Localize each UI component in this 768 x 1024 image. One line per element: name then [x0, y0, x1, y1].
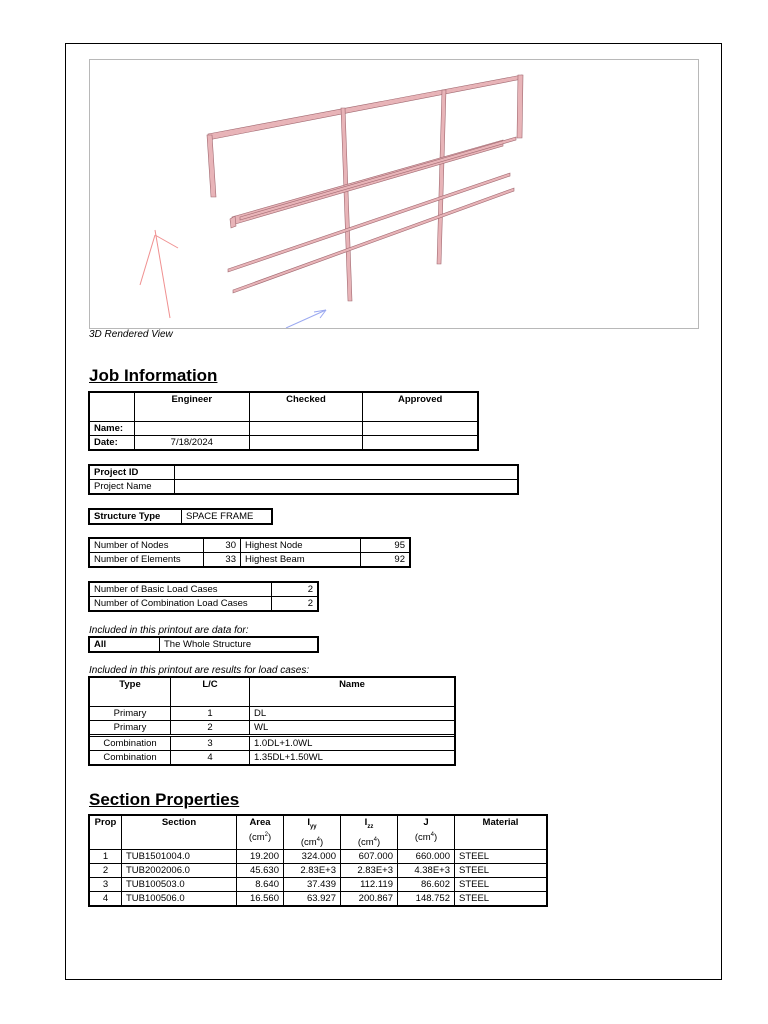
area-value: 8.640: [237, 878, 284, 892]
j-header: [398, 816, 455, 850]
iyy-header: [284, 816, 341, 850]
iyy-unit-base: (cm: [300, 837, 317, 849]
section-properties-table: [89, 815, 547, 906]
area-unit-close: ): [268, 832, 272, 844]
basic-load-cases-value: 2: [272, 583, 318, 597]
section-name: TUB2002006.0: [122, 864, 237, 878]
date-approved: [363, 436, 478, 450]
job-header-blank: [90, 393, 135, 422]
area-header: [237, 816, 284, 850]
area-value: 16.560: [237, 892, 284, 906]
j-unit-base: (cm: [414, 832, 431, 844]
name-label: Name:: [90, 422, 135, 436]
iyy-value: 324.000: [284, 850, 341, 864]
j-unit-exp: 4: [430, 832, 434, 838]
lc-name: DL: [250, 707, 455, 721]
end-post-left: [207, 135, 216, 197]
nodes-label: Number of Nodes: [90, 539, 204, 553]
project-id-label: Project ID: [90, 466, 175, 480]
included-results-note: Included in this printout are results for load cases:: [89, 665, 310, 676]
basic-load-cases-label: Number of Basic Load Cases: [90, 583, 272, 597]
area-unit-base: (cm: [248, 832, 265, 844]
table-row: [90, 751, 455, 765]
prop-number: 3: [90, 878, 122, 892]
area-value: 19.200: [237, 850, 284, 864]
prop-number: 1: [90, 850, 122, 864]
post-middle-right: [437, 90, 446, 264]
lc-number: 3: [171, 736, 250, 751]
axis-y: [140, 230, 178, 318]
iyy-value: 37.439: [284, 878, 341, 892]
job-info-table: [89, 392, 478, 450]
approved-header: Approved: [363, 393, 478, 422]
table-row: [90, 707, 455, 721]
upper-brace: [240, 137, 516, 220]
nodes-value: 30: [204, 539, 241, 553]
highest-beam-value: 92: [361, 553, 410, 567]
table-row: [90, 892, 547, 906]
prop-number: 2: [90, 864, 122, 878]
lc-number: 1: [171, 707, 250, 721]
table-row: [90, 721, 455, 736]
lc-type: Primary: [90, 707, 171, 721]
prop-number: 4: [90, 892, 122, 906]
load-case-table: [89, 677, 455, 765]
izz-unit-close: ): [377, 837, 381, 849]
izz-value: 112.119: [341, 878, 398, 892]
name-engineer: [134, 422, 249, 436]
j-value: 660.000: [398, 850, 455, 864]
checked-header: Checked: [249, 393, 363, 422]
lc-number-header: L/C: [171, 678, 250, 707]
iyy-unit: [288, 834, 336, 849]
prop-header: Prop: [90, 816, 122, 850]
job-information-heading: Job Information: [89, 366, 218, 385]
table-row: [90, 850, 547, 864]
included-data-key: All: [90, 638, 160, 652]
load-case-count-table: [89, 582, 318, 611]
lower-rail-2: [233, 188, 514, 293]
izz-value: 200.867: [341, 892, 398, 906]
area-value: 45.630: [237, 864, 284, 878]
j-value: 86.602: [398, 878, 455, 892]
end-post-right: [517, 75, 523, 138]
section-properties-heading: Section Properties: [89, 790, 240, 809]
elements-value: 33: [204, 553, 241, 567]
lower-rail-1: [228, 173, 510, 272]
counts-table: [89, 538, 410, 567]
structure-type-table: [89, 509, 272, 524]
section-header: Section: [122, 816, 237, 850]
engineer-header: Engineer: [134, 393, 249, 422]
3d-rendered-view: [89, 59, 699, 329]
j-value: 148.752: [398, 892, 455, 906]
date-label: Date:: [90, 436, 135, 450]
iyy-unit-exp: 4: [316, 836, 320, 843]
izz-unit-exp: 4: [373, 836, 377, 843]
project-id-value: [175, 466, 518, 480]
project-name-value: [175, 480, 518, 494]
date-engineer: 7/18/2024: [134, 436, 249, 450]
izz-header-label: I: [364, 817, 368, 828]
project-name-label: Project Name: [90, 480, 175, 494]
iyy-value: 2.83E+3: [284, 864, 341, 878]
izz-value: 607.000: [341, 850, 398, 864]
section-name: TUB100506.0: [122, 892, 237, 906]
table-row: [90, 736, 455, 751]
lc-type-header: Type: [90, 678, 171, 707]
name-approved: [363, 422, 478, 436]
table-row: [90, 864, 547, 878]
lc-name: WL: [250, 721, 455, 736]
lc-name: 1.35DL+1.50WL: [250, 751, 455, 765]
combination-load-cases-label: Number of Combination Load Cases: [90, 597, 272, 611]
included-data-note: Included in this printout are data for:: [89, 625, 249, 636]
lc-type: Primary: [90, 721, 171, 736]
lc-number: 4: [171, 751, 250, 765]
render-caption: 3D Rendered View: [89, 329, 173, 340]
elements-label: Number of Elements: [90, 553, 204, 567]
izz-unit-base: (cm: [357, 837, 374, 849]
lc-number: 2: [171, 721, 250, 736]
highest-beam-label: Highest Beam: [241, 553, 361, 567]
section-name: TUB100503.0: [122, 878, 237, 892]
date-checked: [249, 436, 363, 450]
area-unit-exp: 2: [264, 832, 268, 838]
lc-name: 1.0DL+1.0WL: [250, 736, 455, 751]
j-header-label: J: [423, 817, 429, 828]
structure-type-label: Structure Type: [90, 510, 182, 524]
highest-node-label: Highest Node: [241, 539, 361, 553]
lc-type: Combination: [90, 751, 171, 765]
table-row: [90, 878, 547, 892]
izz-unit: [345, 834, 393, 849]
name-checked: [249, 422, 363, 436]
structure-type-value: SPACE FRAME: [182, 510, 272, 524]
material-header: Material: [455, 816, 547, 850]
area-header-label: Area: [249, 817, 271, 828]
project-table: [89, 465, 518, 494]
material-value: STEEL: [455, 878, 547, 892]
iyy-unit-close: ): [320, 837, 324, 849]
section-name: TUB1501004.0: [122, 850, 237, 864]
iyy-header-label: I: [307, 817, 310, 828]
combination-load-cases-value: 2: [272, 597, 318, 611]
iyy-value: 63.927: [284, 892, 341, 906]
included-data-value: The Whole Structure: [160, 638, 318, 652]
lc-type: Combination: [90, 736, 171, 751]
material-value: STEEL: [455, 850, 547, 864]
structure-render: [90, 60, 698, 328]
iyy-header-sub: yy: [309, 823, 317, 830]
material-value: STEEL: [455, 892, 547, 906]
included-data-table: [89, 637, 318, 652]
material-value: STEEL: [455, 864, 547, 878]
top-rail: [208, 75, 522, 140]
axis-x: [286, 310, 326, 328]
j-unit: [402, 829, 450, 844]
lc-name-header: Name: [250, 678, 455, 707]
izz-header: [341, 816, 398, 850]
area-unit: [241, 829, 279, 844]
izz-header-sub: zz: [367, 823, 374, 830]
post-middle-left: [341, 108, 352, 301]
izz-value: 2.83E+3: [341, 864, 398, 878]
j-value: 4.38E+3: [398, 864, 455, 878]
beam-end-cap: [230, 216, 236, 228]
highest-node-value: 95: [361, 539, 410, 553]
j-unit-close: ): [434, 832, 438, 844]
